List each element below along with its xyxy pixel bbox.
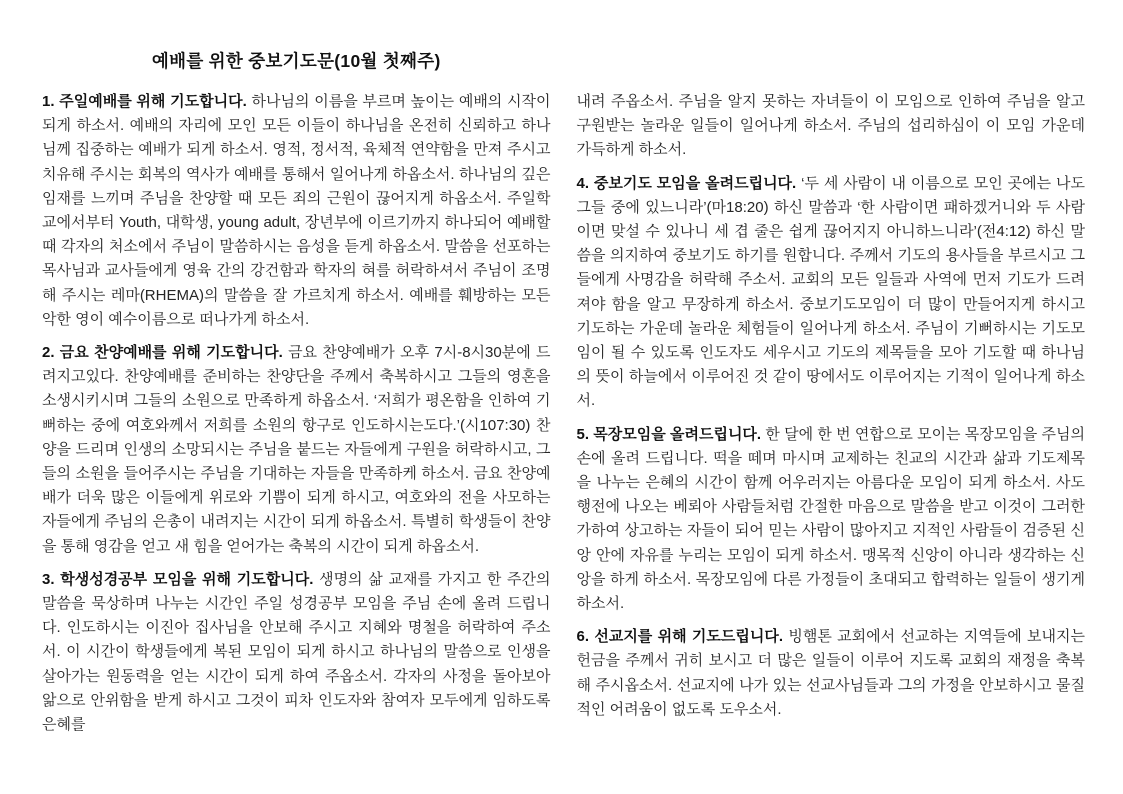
prayer-section-1-text: 하나님의 이름을 부르며 높이는 예배의 시작이 되게 하소서. 예배의 자리에 모인 모든 이들이 하나님을 온전히 신뢰하고 하나님께 집중하는 예배가 되게 하소서. 영적, 정서적, 육체적 연약함을 만져 주시고 치유해 주시는 회복의 역사가 예배를 통해서 일어나게 하옵소서. 하나님의 깊은 임재를 느끼며 주님을 찬양할 때 모든 죄의 근원이 끊어지게 하옵소서. 주일학교에서부터 Youth, 대학생, young adult, 장년부에 이르기까지 하나되어 예배할 때 각자의 처소에서 주님이 말씀하시는 음성을 듣게 하옵소서. 말씀을 선포하는 목사님과 교사들에게 영육 간의 강건함과 학자의 혀를 허락하셔서 주님이 조명해 주시는 레마(RHEMA)의 말씀을 잘 가르치게 하소서. 예배를 훼방하는 모든 악한 영이 예수이름으로 떠나가게 하소서.	[42, 93, 551, 328]
prayer-section-3-text: 생명의 삶 교재를 가지고 한 주간의 말씀을 묵상하며 나누는 시간인 주일 성경공부 모임을 주님 손에 올려 드립니다. 인도하시는 이진아 집사님을 안보해 주시고 지혜와 명철을 허락하여 주소서. 이 시간이 학생들에게 복된 모임이 되게 하시고 하나님의 말씀으로 인생을 살아가는 원동력을 얻는 시간이 되게 하여 주옵소서. 각자의 사정을 돌아보아 앎으로 안위함을 받게 하시고 그것이 피차 인도자와 참여자 모두에게 임하도록 은혜를	[42, 570, 551, 734]
prayer-section-3	[42, 568, 551, 737]
document-title: 예배를 위한 중보기도문(10월 첫째주)	[151, 51, 441, 71]
prayer-section-3-continuation-text: 내려 주옵소서. 주님을 알지 못하는 자녀들이 이 모임으로 인하여 주님을 알고 구원받는 놀라운 일들이 일어나게 하소서. 주님의 섭리하심이 이 모임 가운데 가득하게 하소서.	[576, 93, 1085, 159]
prayer-section-3-continuation	[577, 90, 1086, 163]
right-column	[577, 48, 1086, 766]
prayer-section-6-heading: 6. 선교지를 위해 기도드립니다.	[576, 628, 784, 646]
prayer-section-2-text: 금요 찬양예배가 오후 7시-8시30분에 드려지고있다. 찬양예배를 준비하는 찬양단을 주께서 축복하시고 그들의 영혼을 소생시키시며 그들의 소원으로 만족하게 하옵소서. ‘저희가 평온함을 인하여 기뻐하는 중에 여호와께서 저희를 소원의 항구로 인도하시는도다.’(시107:30) 찬양을 드리며 인생의 소망되시는 주님을 붙드는 자들에게 구원을 허락하시고, 그들의 소원을 들어주시는 주님을 기대하는 자들을 만족하케 하소서. 금요 찬양예배가 더욱 많은 이들에게 위로와 기쁨이 되게 하시고, 여호와의 전을 사모하는 자들에게 주님의 은총이 내려지는 시간이 되게 하옵소서. 특별히 학생들이 찬양을 통해 영감을 얻고 새 힘을 얻어가는 축복의 시간이 되게 하옵소서.	[42, 344, 551, 555]
prayer-section-5-heading: 5. 목장모임을 올려드립니다.	[576, 425, 762, 443]
prayer-section-2	[42, 341, 551, 559]
prayer-section-1	[42, 90, 551, 332]
prayer-section-6	[577, 625, 1086, 722]
prayer-section-4-heading: 4. 중보기도 모임을 올려드립니다.	[576, 174, 797, 192]
prayer-section-1-heading: 1. 주일예배를 위해 기도합니다.	[42, 93, 247, 110]
prayer-section-6-text: 빙햄톤 교회에서 선교하는 지역들에 보내지는 헌금을 주께서 귀히 보시고 더 많은 일들이 이루어 지도록 교회의 재정을 축복해 주시옵소서. 선교지에 나가 있는 선교사님들과 그의 가정을 안보하시고 물질적인 어려움이 없도록 도우소서.	[576, 628, 1085, 718]
prayer-section-2-heading: 2. 금요 찬양예배를 위해 기도합니다.	[42, 344, 283, 362]
prayer-section-3-heading: 3. 학생성경공부 모임을 위해 기도합니다.	[42, 570, 314, 588]
left-column	[42, 48, 551, 766]
prayer-section-5-text: 한 달에 한 번 연합으로 모이는 목장모임을 주님의 손에 올려 드립니다. 떡을 떼며 마시며 교제하는 친교의 시간과 삶과 기도제목을 나누는 은혜의 시간이 함께 어우러지는 아름다운 모임이 되게 하소서. 사도행전에 나오는 베뢰아 사람들처럼 간절한 마음으로 말씀을 받고 이것이 그러한가하여 상고하는 자들이 되어 믿는 사람이 많아지고 지적인 사람들이 검증된 신앙 안에 자유를 누리는 모임이 되게 하소서. 맹목적 신앙이 아니라 생각하는 신앙을 하게 하소서. 목장모임에 다른 가정들이 초대되고 합력하는 일들이 생기게 하소서.	[576, 425, 1085, 613]
prayer-section-4-text: ‘두 세 사람이 내 이름으로 모인 곳에는 나도 그들 중에 있느니라’(마18:20) 하신 말씀과 ‘한 사람이면 패하겠거니와 두 사람이면 맞설 수 있나니 세 겹 줄은 쉽게 끊어지지 아니하느니라’(전4:12) 하신 말씀을 의지하여 중보기도 하기를 원합니다. 주께서 기도의 용사들을 부르시고 그들에게 사명감을 허락해 주소서. 교회의 모든 일들과 사역에 먼저 기도가 드려져야 함을 알고 무장하게 하소서. 중보기도모임이 더 많이 만들어지게 하시고 기도하는 가운데 놀라운 체험들이 일어나게 하소서. 주님이 기뻐하시는 기도모임이 될 수 있도록 인도자도 세우시고 기도의 제목들을 모아 기도할 때 하나님의 뜻이 하늘에서 이루어진 것 같이 땅에서도 이루어지는 기적이 일어나게 하소서.	[576, 174, 1085, 410]
prayer-section-4	[577, 172, 1086, 414]
prayer-section-5	[577, 423, 1086, 617]
